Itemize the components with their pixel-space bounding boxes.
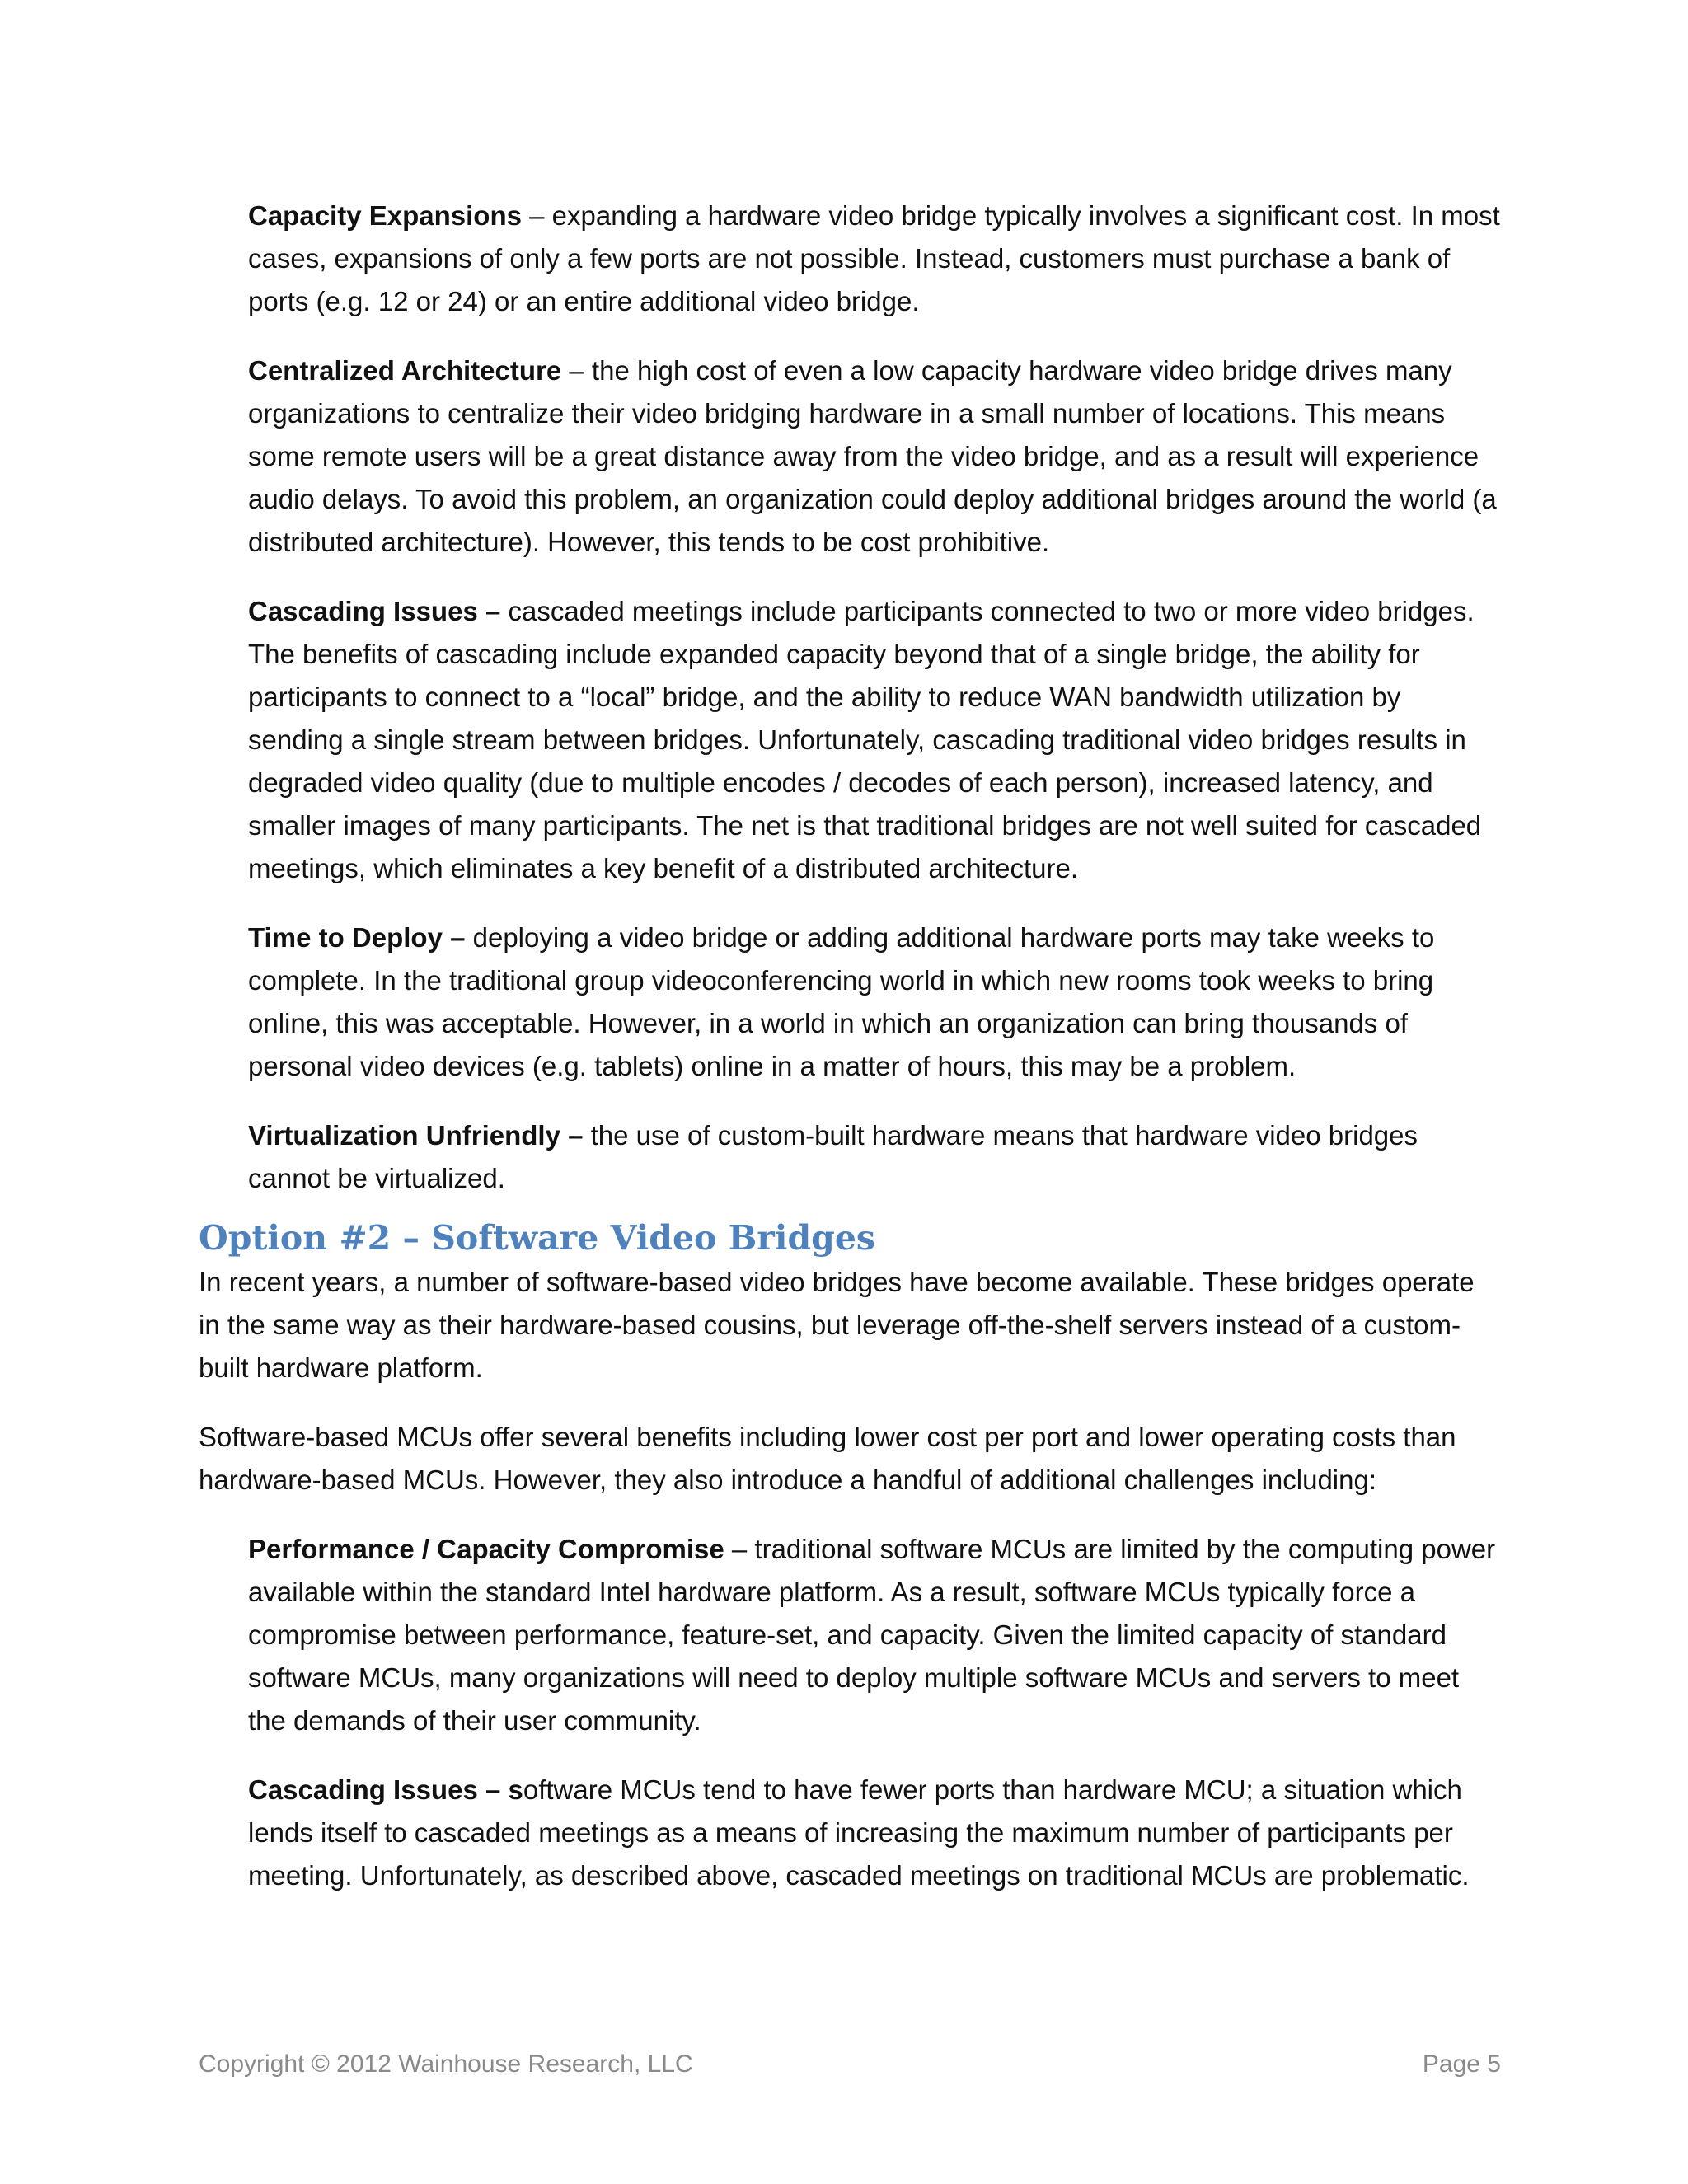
issue-centralized-architecture: Centralized Architecture – the high cost of even a low capacity hardware video bridge drives many organizations to centralize their video bridging hardware in a small number of locations. This means some remote users will be a great distance away from the video bridge, and as a result will experience audio delays. To avoid this problem, an organization could deploy additional bridges around the world (a distributed architecture). However, this tends to be cost prohibitive.	[248, 355, 1497, 557]
issue-text: cascaded meetings include participants connected to two or more video bridges. The benefits of cascading include expanded capacity beyond that of a single bridge, the ability for participants to connect to a “local” bridge, and the ability to reduce WAN bandwidth utilization by sending a single stream between bridges. Unfortunately, cascading traditional video bridges results in degraded video quality (due to multiple encodes / decodes of each person), increased latency, and smaller images of many participants. The net is that traditional bridges are not well suited for cascaded meetings, which eliminates a key benefit of a distributed architecture.	[248, 596, 1482, 883]
issue-term: Cascading Issues –	[248, 596, 501, 626]
issue-time-to-deploy	[248, 916, 1501, 1088]
section-intro-1: In recent years, a number of software-based video bridges have become available. These bridges operate in the same way as their hardware-based cousins, but leverage off-the-shelf servers instead of a custom-built hardware platform.	[199, 1267, 1475, 1383]
issue-text: deploying a video bridge or adding additional hardware ports may take weeks to complete. In the traditional group videoconferencing world in which new rooms took weeks to bring online, this was acceptable. However, in a world in which an organization can bring thousands of personal video devices (e.g. tablets) online in a matter of hours, this may be a problem.	[248, 922, 1435, 1081]
issue-text: traditional software MCUs are limited by the computing power available within the standard Intel hardware platform. As a result, software MCUs typically force a compromise between performance, feature-set, and capacity. Given the limited capacity of standard software MCUs, many organizations will need to deploy multiple software MCUs and servers to meet the demands of their user community.	[248, 1534, 1496, 1736]
issue-term: Capacity Expansions	[248, 200, 522, 231]
issue-text: the high cost of even a low capacity hardware video bridge drives many organizations to centralize their video bridging hardware in a small number of locations. This means some remote users will be a great distance away from the video bridge, and as a result will experience audio delays. To avoid this problem, an organization could deploy additional bridges around the world (a distributed architecture). However, this tends to be cost prohibitive.	[248, 355, 1497, 557]
issue-term: Time to Deploy –	[248, 922, 466, 953]
page-content	[199, 194, 1501, 1897]
issue-virtualization-unfriendly	[248, 1114, 1501, 1200]
issue-term: Cascading Issues – s	[248, 1774, 523, 1805]
page-number: Page 5	[1422, 2050, 1501, 2078]
issue-term: Virtualization Unfriendly –	[248, 1120, 584, 1151]
issue-term: Performance / Capacity Compromise	[248, 1534, 724, 1564]
issue-performance-capacity: Performance / Capacity Compromise – traditional software MCUs are limited by the computing power available within the standard Intel hardware platform. As a result, software MCUs typically force a compromise between performance, feature-set, and capacity. Given the limited capacity of standard software MCUs, many organizations will need to deploy multiple software MCUs and servers to meet the demands of their user community.	[248, 1534, 1496, 1736]
page-footer	[199, 2050, 1501, 2079]
issue-text: the use of custom-built hardware means that hardware video bridges cannot be virtualized.	[248, 1120, 1418, 1193]
issue-text: oftware MCUs tend to have fewer ports than hardware MCU; a situation which lends itself to cascaded meetings as a means of increasing the maximum number of participants per meeting. Unfortunately, as described above, cascaded meetings on traditional MCUs are problematic.	[248, 1774, 1470, 1891]
issue-cascading-software	[248, 1769, 1501, 1897]
issue-term: Centralized Architecture	[248, 355, 562, 386]
section-heading: Option #2 – Software Video Bridges	[199, 1218, 875, 1258]
issue-capacity-expansions: Capacity Expansions – expanding a hardware video bridge typically involves a significant cost. In most cases, expansions of only a few ports are not possible. Instead, customers must purchase a bank of ports (e.g. 12 or 24) or an entire additional video bridge.	[248, 200, 1500, 316]
issue-cascading-hardware	[248, 590, 1501, 890]
section-intro-2: Software-based MCUs offer several benefits including lower cost per port and lower operating costs than hardware-based MCUs. However, they also introduce a handful of additional challenges including:	[199, 1422, 1456, 1495]
copyright-notice: Copyright © 2012 Wainhouse Research, LLC	[199, 2050, 693, 2078]
issue-text: expanding a hardware video bridge typically involves a significant cost. In most cases, expansions of only a few ports are not possible. Instead, customers must purchase a bank of ports (e.g. 12 or 24) or an entire additional video bridge.	[248, 200, 1500, 316]
